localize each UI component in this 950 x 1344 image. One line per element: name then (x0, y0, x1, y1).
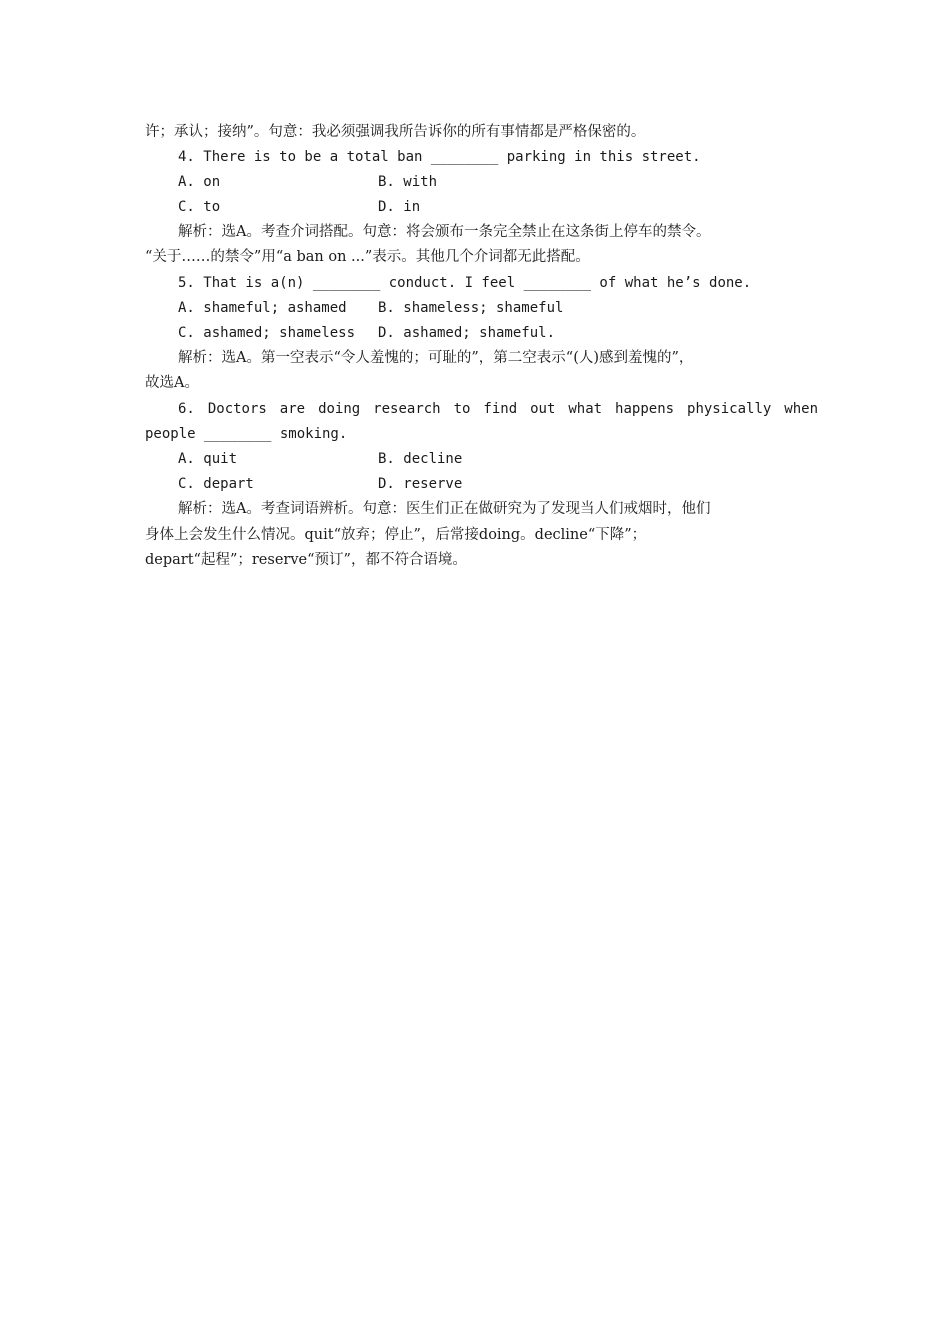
q5-explanation-line-1: 解析：选A。第一空表示“令人羞愧的；可耻的”，第二空表示“(人)感到羞愧的”， (178, 350, 694, 366)
q6-explanation-line-2: 身体上会发生什么情况。quit“放弃；停止”，后常接doing。decline“下降”； (145, 527, 647, 543)
q4-option-d: D. in (378, 199, 421, 215)
q5-option-b: B. shameless; shameful (378, 300, 564, 316)
q6-explanation-line-3: depart“起程”；reserve“预订”，都不符合语境。 (145, 552, 467, 568)
q4-explanation-line-1: 解析：选A。考查介词搭配。句意：将会颁布一条完全禁止在这条街上停车的禁令。 (178, 224, 711, 240)
q5-explanation-line-2: 故选A。 (145, 375, 199, 391)
q6-option-a: A. quit (178, 451, 238, 467)
q4-option-b: B. with (378, 174, 438, 190)
q5-stem: 5. That is a(n) ________ conduct. I feel ________ of what he’s done. (178, 275, 752, 291)
q6-explanation-line-1: 解析：选A。考查词语辨析。句意：医生们正在做研究为了发现当人们戒烟时，他们 (178, 501, 711, 517)
q4-stem: 4. There is to be a total ban ________ parking in this street. (178, 149, 701, 165)
q4-option-a: A. on (178, 174, 221, 190)
q5-option-c: C. ashamed; shameless (178, 325, 356, 341)
q5-option-d: D. ashamed; shameful. (378, 325, 556, 341)
q6-option-d: D. reserve (378, 476, 463, 492)
q6-stem-line-1: 6. Doctors are doing research to find out what happens physically when (178, 401, 818, 417)
q5-option-a: A. shameful; ashamed (178, 300, 347, 316)
q4-explanation-line-2: “关于……的禁令”用“a ban on ...”表示。其他几个介词都无此搭配。 (145, 249, 590, 265)
q4-option-c: C. to (178, 199, 221, 215)
q6-stem-line-2: people ________ smoking. (145, 426, 348, 442)
q6-option-c: C. depart (178, 476, 254, 492)
q6-option-b: B. decline (378, 451, 463, 467)
intro-tail-text: 许；承认；接纳”。句意：我必须强调我所告诉你的所有事情都是严格保密的。 (145, 124, 646, 140)
